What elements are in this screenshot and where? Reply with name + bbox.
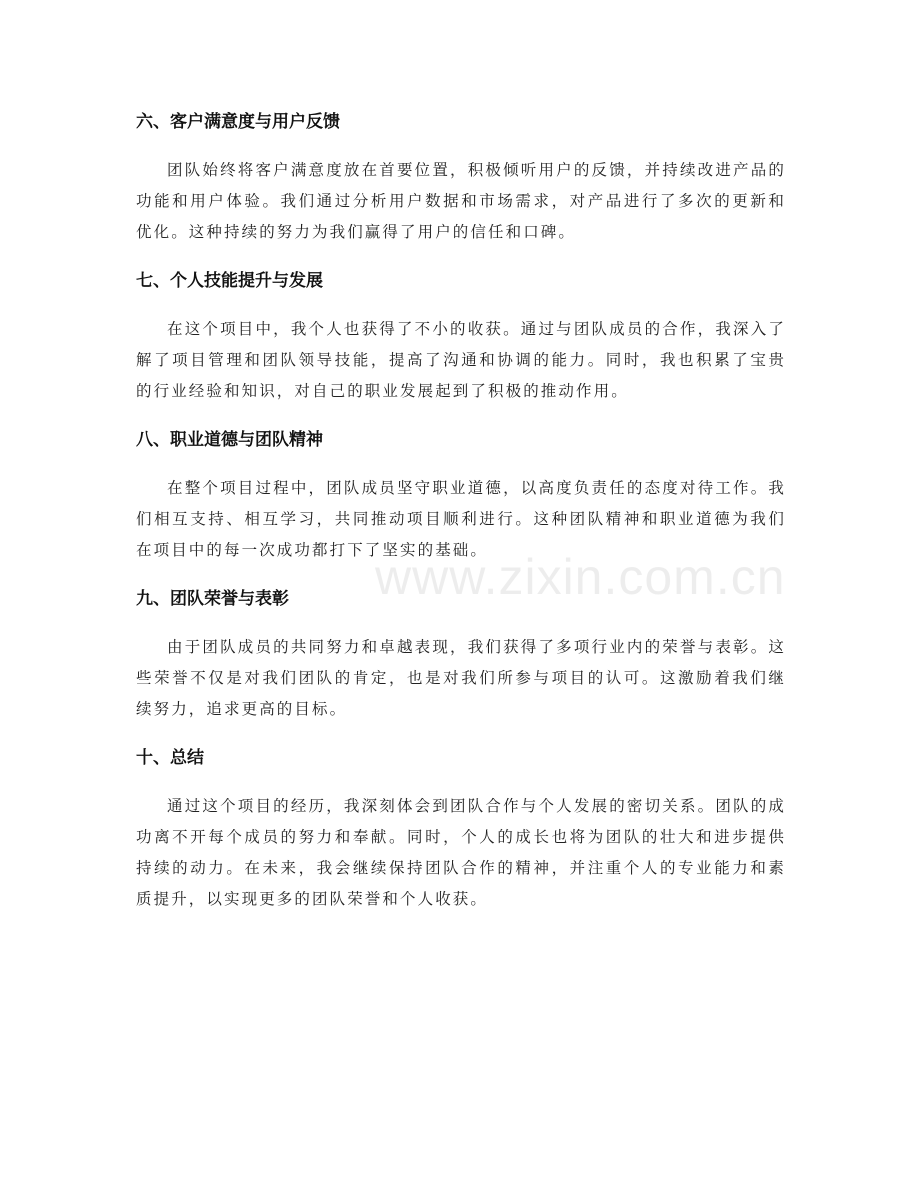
section-heading: 九、团队荣誉与表彰	[136, 589, 289, 609]
section-10	[136, 744, 786, 915]
section-heading: 六、客户满意度与用户反馈	[136, 112, 340, 132]
document-body	[136, 108, 786, 934]
section-paragraph: 通过这个项目的经历，我深刻体会到团队合作与个人发展的密切关系。团队的成功离不开每个成员的努力和奉献。同时，个人的成长也将为团队的壮大和进步提供持续的动力。在未来，我会继续保持团队合作的精神，并注重个人的专业能力和素质提升，以实现更多的团队荣誉和个人收获。	[136, 797, 786, 908]
section-paragraph: 由于团队成员的共同努力和卓越表现，我们获得了多项行业内的荣誉与表彰。这些荣誉不仅是对我们团队的肯定，也是对我们所参与项目的认可。这激励着我们继续努力，追求更高的目标。	[136, 638, 786, 718]
section-heading: 十、总结	[136, 748, 204, 768]
watermark: www.zixin.com.cn	[375, 549, 786, 605]
section-7	[136, 267, 786, 407]
section-heading: 七、个人技能提升与发展	[136, 271, 323, 291]
section-9	[136, 585, 786, 725]
section-6	[136, 108, 786, 248]
section-paragraph: 在这个项目中，我个人也获得了不小的收获。通过与团队成员的合作，我深入了解了项目管理和团队领导技能，提高了沟通和协调的能力。同时，我也积累了宝贵的行业经验和知识，对自己的职业发展起到了积极的推动作用。	[136, 320, 786, 400]
section-heading: 八、职业道德与团队精神	[136, 430, 323, 450]
section-paragraph: 在整个项目过程中，团队成员坚守职业道德，以高度负责任的态度对待工作。我们相互支持、相互学习，共同推动项目顺利进行。这种团队精神和职业道德为我们在项目中的每一次成功都打下了坚实的基础。	[136, 479, 786, 559]
section-8	[136, 426, 786, 566]
section-paragraph: 团队始终将客户满意度放在首要位置，积极倾听用户的反馈，并持续改进产品的功能和用户体验。我们通过分析用户数据和市场需求，对产品进行了多次的更新和优化。这种持续的努力为我们赢得了用户的信任和口碑。	[136, 161, 786, 241]
